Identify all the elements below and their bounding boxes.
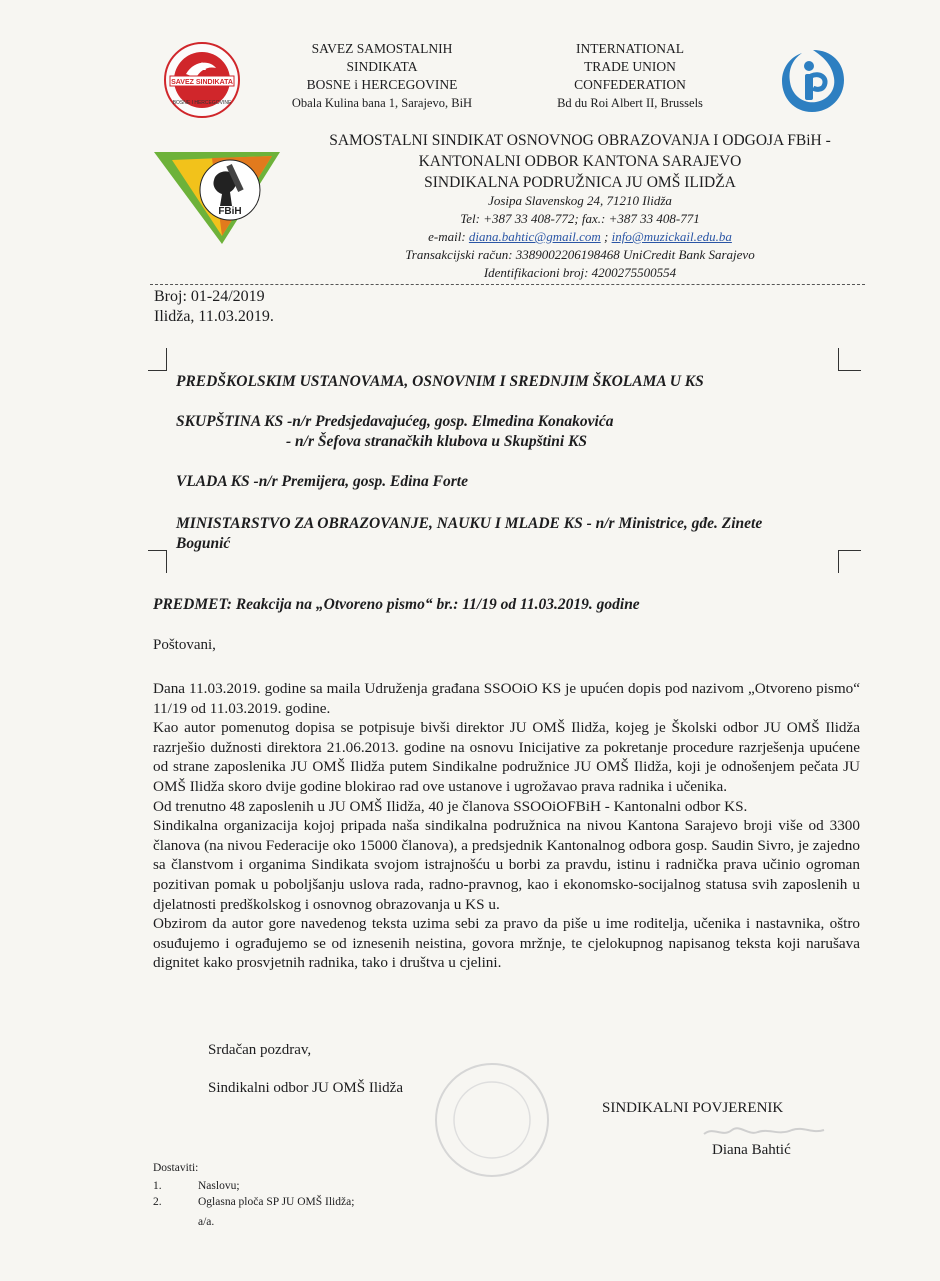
signatory-name: Diana Bahtić [712, 1142, 791, 1158]
contact-block [280, 192, 880, 282]
header-right-line: INTERNATIONAL [576, 41, 684, 56]
header-right-block [520, 40, 740, 112]
triangle-logo [152, 150, 282, 246]
distribution-item [153, 1178, 553, 1194]
organization-block [280, 130, 880, 193]
distribution-item-text: Naslovu; [198, 1180, 240, 1192]
header-right-line: TRADE UNION [584, 59, 676, 74]
email-separator: ; [604, 229, 609, 244]
triangle-logo-text: FBiH [218, 206, 242, 217]
org-account: Transakcijski račun: 3389002206198468 UniCredit Bank Sarajevo [405, 247, 755, 262]
org-phone: Tel: +387 33 408-772; fax.: +387 33 408-771 [460, 211, 700, 226]
header-left-line: BOSNE i HERCEGOVINE [306, 77, 458, 92]
org-line: SINDIKALNA PODRUŽNICA JU OMŠ ILIDŽA [424, 174, 736, 191]
closing-greeting: Srdačan pozdrav, [208, 1042, 312, 1058]
body-paragraph: Sindikalna organizacija kojoj pripada naša sindikalna podružnica na nivou Kantona Sarajevo broji više od 3300 članova (na nivou Federacije oko 15000 članova), a predsjednik Kantonalnog odbora gosp. Saudin Sivro, je zajedno sa članstvom i organima Sindikata svojom istrajnošću u borbi za pravdu, istinu i radnička prava učinio ogroman pozitivan pomak u poboljšanju uslova rada, radno-pravnog, kao i ekonomsko-socijalnog statusa svih zaposlenih u djelatnosti predškolskog i osnovnog obrazovanja u KS u. [153, 817, 860, 913]
recipient-3: VLADA KS -n/r Premijera, gosp. Edina Forte [176, 473, 468, 490]
org-id-number: Identifikacioni broj: 4200275500554 [483, 265, 677, 280]
corner-mark-bottom-left [148, 550, 167, 573]
ituc-logo [778, 46, 848, 116]
triangle-logo-icon [152, 150, 282, 246]
header-divider [150, 284, 865, 285]
distribution-item [153, 1194, 553, 1210]
recipient-2: SKUPŠTINA KS -n/r Predsjedavajućeg, gosp. Elmedina Konakovića [176, 413, 614, 430]
corner-mark-top-left [148, 348, 167, 371]
header-right-line: CONFEDERATION [574, 77, 686, 92]
ituc-logo-icon [778, 46, 848, 116]
header-left-block [262, 40, 502, 112]
subject-line: PREDMET: Reakcija na „Otvoreno pismo“ br.: 11/19 od 11.03.2019. godine [153, 596, 640, 613]
org-line: SAMOSTALNI SINDIKAT OSNOVNOG OBRAZOVANJA I ODGOJA FBiH - [329, 132, 831, 149]
signature-icon [700, 1120, 830, 1142]
recipient-4: MINISTARSTVO ZA OBRAZOVANJE, NAUKU I MLADE KS - n/r Ministrice, gđe. Zinete [176, 515, 763, 532]
recipient-1: PREDŠKOLSKIM USTANOVAMA, OSNOVNIM I SREDNJIM ŠKOLAMA U KS [176, 373, 704, 390]
body-paragraph: Kao autor pomenutog dopisa se potpisuje bivši direktor JU OMŠ Ilidža, kojeg je Školski odbor JU OMŠ Ilidža razrješio dužnosti direktora 21.06.2013. godine na osnovu Inicijative za pokretanje procedure razrješenja upućene od strane zaposlenika JU OMŠ Ilidža putem Sindikalne podružnice JU OMŠ Ilidža, koji je odnošenjem pečata JU OMŠ Ilidža skoro dvije godine blokirao rad ove ustanove i ugrožavao prava radnika i učenika. [153, 719, 860, 795]
distribution-item-text: Oglasna ploča SP JU OMŠ Ilidža; [198, 1196, 355, 1208]
email-link-primary[interactable]: diana.bahtic@gmail.com [468, 229, 601, 244]
org-address: Josipa Slavenskog 24, 71210 Ilidža [488, 193, 672, 208]
distribution-label: Dostaviti: [153, 1162, 199, 1174]
header-left-line: SAVEZ SAMOSTALNIH [311, 41, 453, 56]
header-left-line: Obala Kulina bana 1, Sarajevo, BiH [291, 96, 473, 110]
signature [700, 1120, 830, 1142]
distribution-block [153, 1160, 553, 1230]
body-paragraph: Obzirom da autor gore navedenog teksta uzima sebi za pravo da piše u ime roditelja, učenika i nastavnika, oštro osuđujemo i ograđujemo se od iznesenih neistina, govora mržnje, te cjelokupnog napisanog teksta koji narušava dignitet kako prosvjetnih radnika, tako i društva u cjelini. [153, 915, 860, 972]
savez-sindikata-logo [162, 40, 242, 120]
distribution-item-number: 1. [153, 1180, 162, 1192]
signatory-title: SINDIKALNI POVJERENIK [602, 1100, 784, 1116]
body-paragraph: Od trenutno 48 zaposlenih u JU OMŠ Ilidža, 40 je članova SSOOiOFBiH - Kantonalni odbor KS. [153, 797, 748, 815]
salutation: Poštovani, [153, 637, 216, 653]
distribution-archive: a/a. [198, 1216, 215, 1228]
reference-block [154, 287, 454, 327]
closing-sender: Sindikalni odbor JU OMŠ Ilidža [208, 1080, 403, 1096]
email-link-secondary[interactable]: info@muzickail.edu.ba [611, 229, 732, 244]
body-paragraph: Dana 11.03.2019. godine sa maila Udruženja građana SSOOiO KS je upućen dopis pod nazivom „Otvoreno pismo“ 11/19 od 11.03.2019. godine. [153, 680, 860, 717]
left-logo-ring-text: BOSNE I HERCEGOVINE [172, 100, 232, 106]
letter-body [153, 679, 860, 973]
org-email-line [280, 228, 880, 246]
left-logo-band-text: SAVEZ SINDIKATA [171, 79, 233, 86]
header-right-line: Bd du Roi Albert II, Brussels [557, 96, 703, 110]
reference-place-date: Ilidža, 11.03.2019. [154, 308, 274, 325]
org-line: KANTONALNI ODBOR KANTONA SARAJEVO [418, 153, 742, 170]
corner-mark-top-right [838, 348, 861, 371]
distribution-item-number: 2. [153, 1196, 162, 1208]
savez-sindikata-logo-icon [162, 40, 242, 120]
email-label: e-mail: [428, 229, 466, 244]
recipient-2-sub: - n/r Šefova stranačkih klubova u Skupštini KS [286, 433, 588, 450]
recipient-4-cont: Bogunić [176, 535, 231, 552]
header-left-line: SINDIKATA [346, 59, 418, 74]
reference-number: Broj: 01-24/2019 [154, 288, 265, 305]
corner-mark-bottom-right [838, 550, 861, 573]
